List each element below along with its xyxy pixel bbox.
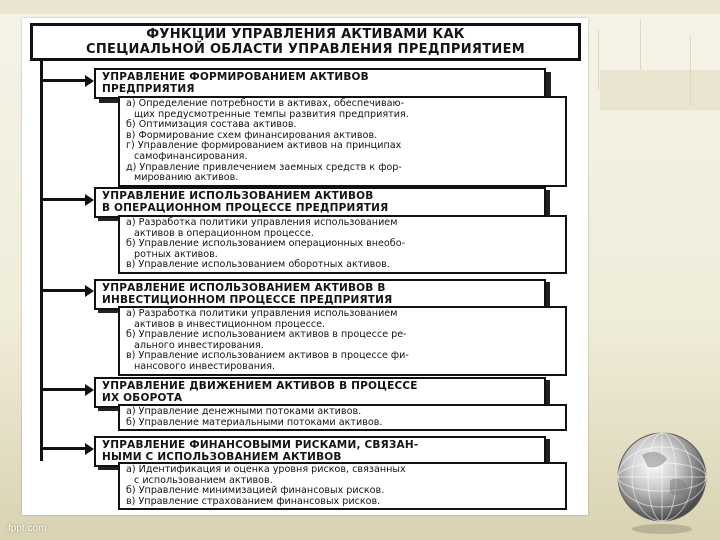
- list-item: г) Управление формированием активов на принципах: [126, 140, 402, 152]
- list-item: активов в инвестиционном процессе.: [134, 318, 326, 330]
- list-item: б) Управление минимизацией финансовых рисков.: [126, 485, 385, 497]
- section-heading: [94, 68, 546, 99]
- connector-spine: [40, 61, 43, 461]
- top-stripe: [0, 0, 720, 14]
- heading-line: ИНВЕСТИЦИОННОМ ПРОЦЕССЕ ПРЕДПРИЯТИЯ: [102, 293, 393, 306]
- arrow-right-icon: [85, 384, 94, 396]
- connector-branch: [40, 289, 88, 292]
- list-item: а) Идентификация и оценка уровня рисков, связанных: [126, 464, 406, 475]
- arrow-right-icon: [85, 194, 94, 206]
- title-line: СПЕЦИАЛЬНОЙ ОБЛАСТИ УПРАВЛЕНИЯ ПРЕДПРИЯТИЕМ: [86, 42, 525, 57]
- decor-line: [598, 30, 599, 90]
- decor-band: [600, 70, 720, 110]
- connector-branch: [40, 388, 88, 391]
- list-item: нансового инвестирования.: [134, 360, 276, 372]
- section-items: [118, 215, 567, 274]
- list-item: д) Управление привлечением заемных средств к фор-: [126, 161, 402, 173]
- section-items: [118, 462, 567, 510]
- list-item: с использованием активов.: [134, 474, 273, 486]
- list-item: б) Управление использованием операционных внеобо-: [126, 238, 406, 250]
- list-item: самофинансирования.: [134, 150, 248, 162]
- title-line: ФУНКЦИИ УПРАВЛЕНИЯ АКТИВАМИ КАК: [146, 27, 465, 42]
- list-item: мированию активов.: [134, 172, 239, 184]
- connector-branch: [40, 79, 88, 82]
- footer-site: fppt.com: [8, 523, 47, 534]
- heading-line: ИХ ОБОРОТА: [102, 391, 183, 404]
- list-item: а) Управление денежными потоками активов.: [126, 406, 362, 417]
- heading-line: ПРЕДПРИЯТИЯ: [102, 82, 195, 95]
- diagram-title: [30, 23, 581, 61]
- list-item: а) Определение потребности в активах, обеспечиваю-: [126, 98, 405, 109]
- list-item: а) Разработка политики управления использованием: [126, 217, 398, 228]
- list-item: в) Управление использованием оборотных активов.: [126, 259, 390, 271]
- section-items: [118, 96, 567, 187]
- list-item: а) Разработка политики управления использованием: [126, 308, 398, 319]
- list-item: б) Управление использованием активов в процессе ре-: [126, 329, 407, 341]
- heading-line: УПРАВЛЕНИЕ ДВИЖЕНИЕМ АКТИВОВ В ПРОЦЕССЕ: [102, 380, 418, 392]
- arrow-right-icon: [85, 443, 94, 455]
- list-item: ротных активов.: [134, 248, 218, 260]
- list-item: активов в операционном процессе.: [134, 227, 314, 239]
- list-item: б) Управление материальными потоками активов.: [126, 416, 383, 428]
- heading-line: УПРАВЛЕНИЕ ИСПОЛЬЗОВАНИЕМ АКТИВОВ: [102, 190, 374, 202]
- section-items: [118, 404, 567, 431]
- arrow-right-icon: [85, 75, 94, 87]
- decor-line: [640, 20, 641, 70]
- connector-branch: [40, 198, 88, 201]
- connector-branch: [40, 447, 88, 450]
- list-item: в) Управление использованием активов в процессе фи-: [126, 350, 409, 362]
- list-item: ального инвестирования.: [134, 339, 264, 351]
- heading-line: В ОПЕРАЦИОННОМ ПРОЦЕССЕ ПРЕДПРИЯТИЯ: [102, 201, 389, 214]
- heading-line: УПРАВЛЕНИЕ ИСПОЛЬЗОВАНИЕМ АКТИВОВ В: [102, 282, 386, 294]
- globe-icon: [612, 425, 712, 535]
- list-item: б) Оптимизация состава активов.: [126, 119, 297, 131]
- list-item: в) Управление страхованием финансовых рисков.: [126, 495, 381, 507]
- arrow-right-icon: [85, 285, 94, 297]
- list-item: щих предусмотренные темпы развития предприятия.: [134, 108, 409, 120]
- diagram-slide: [22, 18, 588, 515]
- list-item: в) Формирование схем финансирования активов.: [126, 129, 378, 141]
- heading-line: НЫМИ С ИСПОЛЬЗОВАНИЕМ АКТИВОВ: [102, 450, 342, 463]
- section-heading: [94, 187, 546, 218]
- section-items: [118, 306, 567, 376]
- heading-line: УПРАВЛЕНИЕ ФОРМИРОВАНИЕМ АКТИВОВ: [102, 71, 369, 83]
- heading-line: УПРАВЛЕНИЕ ФИНАНСОВЫМИ РИСКАМИ, СВЯЗАН-: [102, 439, 419, 451]
